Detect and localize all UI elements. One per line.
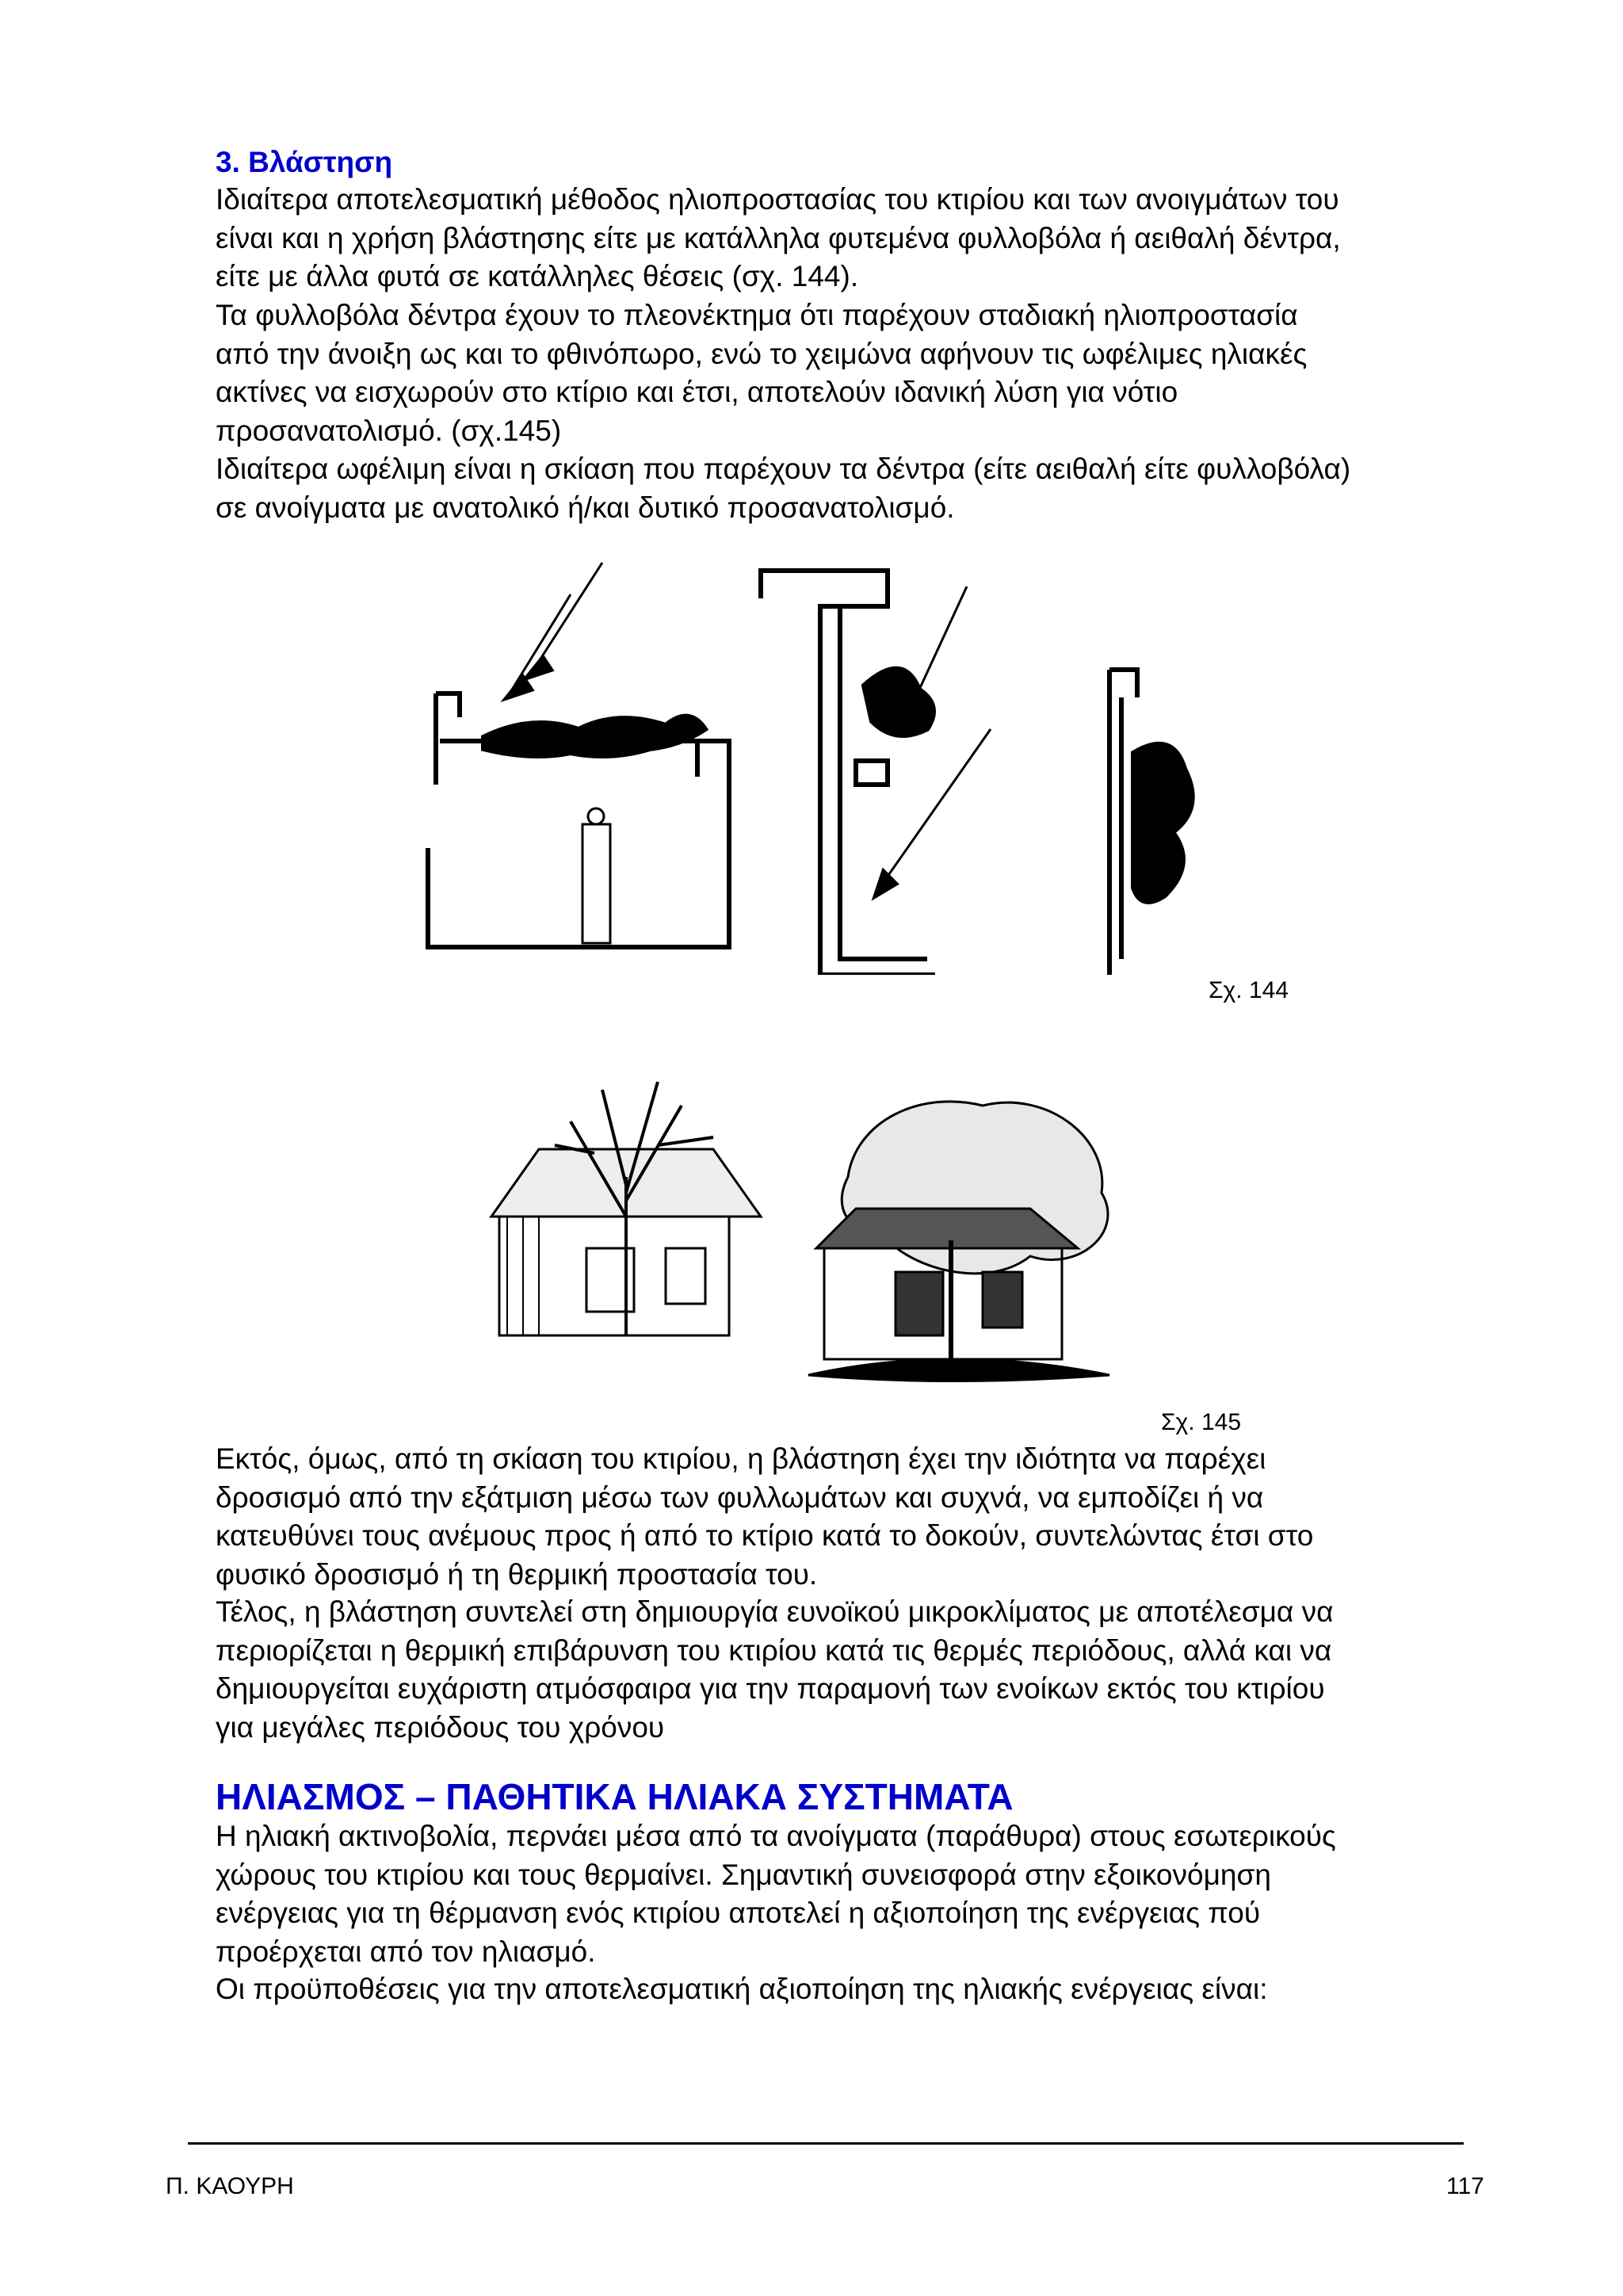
figure-144-shading-sections <box>412 547 1220 975</box>
climbing-plants-sketch <box>1109 670 1193 975</box>
figure-145-caption: Σχ. 145 <box>1161 1409 1242 1435</box>
pergola-sketch <box>428 563 729 947</box>
section-heading-vegetation: 3. Βλάστηση <box>216 146 393 178</box>
section-heading-passive-solar: ΗΛΙΑΣΜΟΣ – ΠΑΘΗΤΙΚΑ ΗΛΙΑΚΑ ΣΥΣΤΗΜΑΤΑ <box>216 1776 1014 1817</box>
page-number: 117 <box>1446 2173 1484 2199</box>
paragraph-vegetation-intro: Ιδιαίτερα αποτελεσματική μέθοδος ηλιοπροστασίας του κτιρίου και των ανοιγμάτων του είναι και η χρήση βλάστησης είτε με κατάλληλα φυτεμένα φυλλοβόλα ή αειθαλή δέντρα, είτε με άλλα φυτά σε κατάλληλες θέσεις (σχ. 144). <box>216 183 1341 292</box>
figure-144-caption: Σχ. 144 <box>1209 977 1289 1003</box>
paragraph-solar-radiation: Η ηλιακή ακτινοβολία, περνάει μέσα από τα ανοίγματα (παράθυρα) στους εσωτερικούς χώρους του κτιρίου και τους θερμαίνει. Σημαντική συνεισφορά στην εξοικονόμηση ενέργειας για τη θέρμανση ενός κτιρίου αποτελεί η αξιοποίηση της ενέργειας πού προέρχεται από τον ηλιασμό. <box>216 1820 1336 1968</box>
overhang-sketch <box>761 571 991 975</box>
paragraph-deciduous-trees: Τα φυλλοβόλα δέντρα έχουν το πλεονέκτημα ότι παρέχουν σταδιακή ηλιοπροστασία από την άνοιξη ως και το φθινόπωρο, ενώ το χειμώνα αφήνουν τις ωφέλιμες ηλιακές ακτίνες να εισχωρούν στο κτίριο και έτσι, αποτελούν ιδανική λύση για νότιο προσανατολισμό. (σχ.145) <box>216 299 1308 447</box>
figure-145-deciduous-seasons <box>475 1074 1173 1391</box>
footer-divider <box>188 2142 1464 2145</box>
footer-author: Π. ΚΑΟΥΡΗ <box>166 2173 294 2199</box>
winter-house-sketch <box>491 1082 761 1335</box>
summer-house-sketch <box>808 1102 1109 1381</box>
paragraph-microclimate: Τέλος, η βλάστηση συντελεί στη δημιουργία ευνοϊκού μικροκλίματος με αποτέλεσμα να περιορίζεται η θερμική επιβάρυνση του κτιρίου κατά τις θερμές περιόδους, αλλά και να δημιουργείται ευχάριστη ατμόσφαιρα για την παραμονή των ενοίκων εκτός του κτιρίου για μεγάλες περιόδους του χρόνου <box>216 1595 1334 1744</box>
paragraph-prerequisites: Οι προϋποθέσεις για την αποτελεσματική αξιοποίηση της ηλιακής ενέργειας είναι: <box>216 1973 1268 2005</box>
paragraph-shading-benefit: Ιδιαίτερα ωφέλιμη είναι η σκίαση που παρέχουν τα δέντρα (είτε αειθαλή είτε φυλλοβόλα) σε ανοίγματα με ανατολικό ή/και δυτικό προσανατολισμό. <box>216 453 1351 524</box>
paragraph-evaporative-cooling: Εκτός, όμως, από τη σκίαση του κτιρίου, η βλάστηση έχει την ιδιότητα να παρέχει δροσισμό από την εξάτμιση μέσω των φυλλωμάτων και συχνά, να εμποδίζει ή να κατευθύνει τους ανέμους προς ή από το κτίριο κατά το δοκούν, συντελώντας έτσι στο φυσικό δροσισμό ή τη θερμική προστασία του. <box>216 1442 1314 1591</box>
